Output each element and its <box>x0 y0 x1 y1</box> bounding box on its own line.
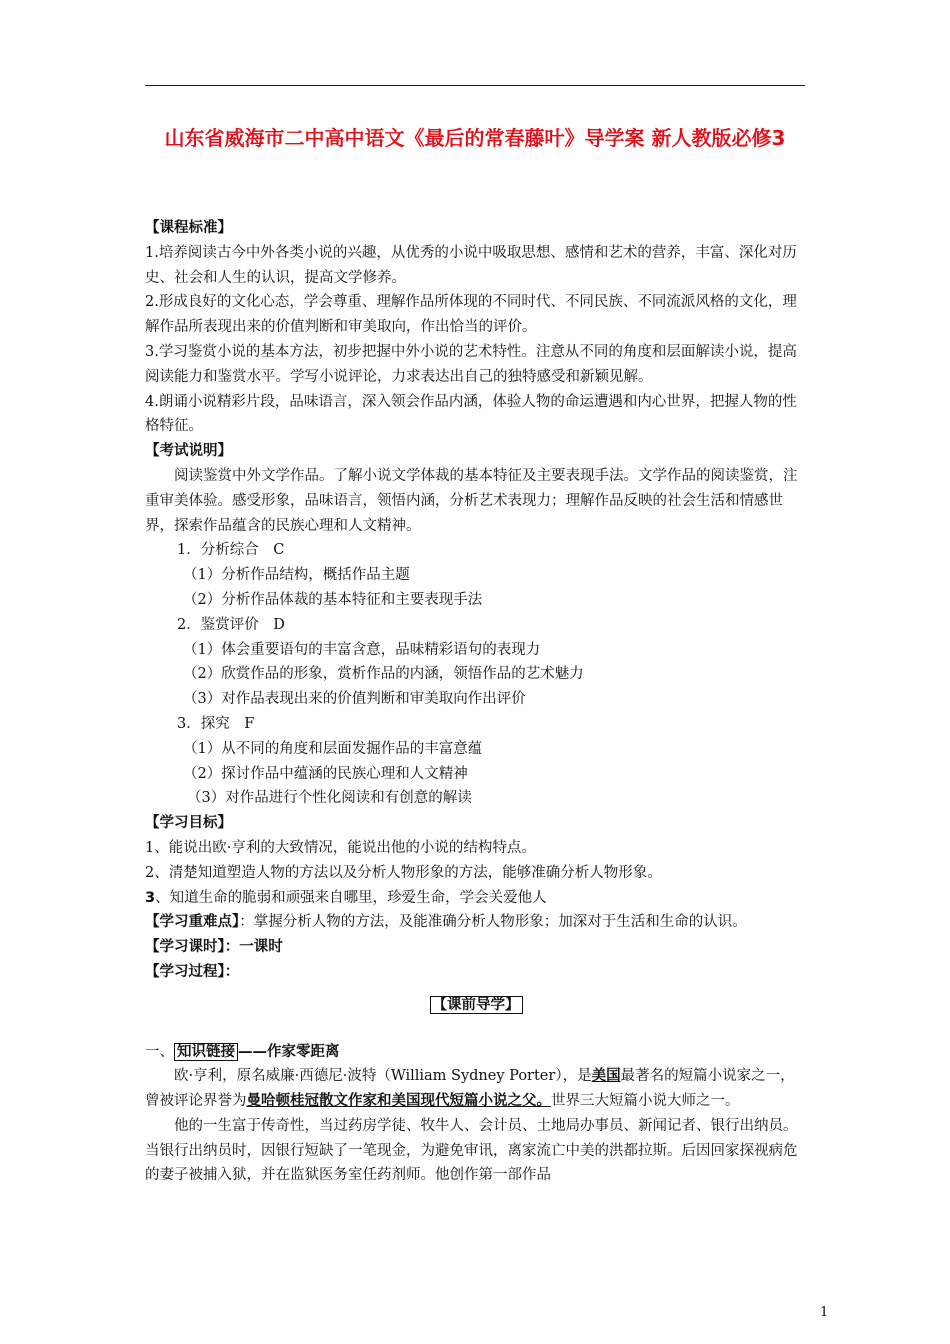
paragraph: 1.培养阅读古今中外各类小说的兴趣，从优秀的小说中吸取思想、感情和艺术的营养，丰富、深化对历史、社会和人生的认识，提高文学修养。 <box>145 244 797 286</box>
class-hours-text: ：一课时 <box>224 939 283 956</box>
heading-exam-notes: 【考试说明】 <box>145 443 232 460</box>
goal-text: 、知道生命的脆弱和顽强来自哪里，珍爱生命，学会关爱他人 <box>155 889 547 906</box>
pre-class-guide-heading <box>145 993 807 1018</box>
paragraph: 2.形成良好的文化心态，学会尊重、理解作品所体现的不同时代、不同民族、不同流派风格的文化，理解作品所表现出来的价值判断和审美取向，作出恰当的评价。 <box>145 294 797 336</box>
author-text: 欧·亨利，原名威廉·西德尼·波特（William Sydney Porter），是 <box>174 1068 592 1085</box>
paragraph: 4.朗诵小说精彩片段，品味语言，深入领会作品内涵，体验人物的命运遭遇和内心世界，把握人物的性格特征。 <box>145 393 797 435</box>
key-points-line <box>145 910 807 935</box>
highlight-usa: 美国 <box>591 1068 621 1085</box>
goal-number: 3 <box>145 889 156 906</box>
section-number: 一、 <box>145 1043 174 1060</box>
list-item: 2．鉴赏评价 D <box>177 616 285 633</box>
document-body <box>145 216 807 1188</box>
key-points-text: ：掌握分析人物的方法，及能准确分析人物形象；加深对于生活和生命的认识。 <box>239 914 747 931</box>
class-hours-line <box>145 935 807 960</box>
document-title: 山东省威海市二中高中语文《最后的常春藤叶》导学案 新人教版必修3 <box>164 126 786 150</box>
list-item: 3．探究 F <box>177 715 255 732</box>
page-number: 1 <box>820 1305 829 1320</box>
heading-class-hours: 【学习课时】 <box>145 939 225 956</box>
list-item: （1）体会重要语句的丰富含意，品味精彩语句的表现力 <box>183 641 541 658</box>
author-paragraph: 他的一生富于传奇性，当过药房学徒、牧牛人、会计员、土地局办事员、新闻记者、银行出纳员。当银行出纳员时，因银行短缺了一笔现金，为避免审讯，离家流亡中美的洪都拉斯。后因回家探视病危的妻子被捕入狱，并在监狱医务室任药剂师。他创作第一部作品 <box>145 1117 798 1184</box>
list-item: 1．分析综合 C <box>177 542 285 559</box>
list-item <box>145 886 807 911</box>
list-item: （2）探讨作品中蕴涵的民族心理和人文精神 <box>183 765 468 782</box>
knowledge-link-heading <box>145 1040 807 1065</box>
list-item: （3）对作品表现出来的价值判断和审美取向作出评价 <box>183 691 526 708</box>
author-text: 世界三大短篇小说大师之一。 <box>551 1093 740 1110</box>
list-item: （2）欣赏作品的形象，赏析作品的内涵，领悟作品的艺术魅力 <box>183 666 584 683</box>
list-item: （1）从不同的角度和层面发掘作品的丰富意蕴 <box>183 740 483 757</box>
paragraph: 阅读鉴赏中外文学作品。了解小说文学体裁的基本特征及主要表现手法。文学作品的阅读鉴赏，注重审美体验。感受形象，品味语言，领悟内涵，分析艺术表现力；理解作品反映的社会生活和情感世界，探索作品蕴含的民族心理和人文精神。 <box>145 467 798 534</box>
author-paragraph <box>145 1064 807 1114</box>
author-text: 最著名的短篇小说家之一，曾被评论界誉为 <box>145 1068 795 1110</box>
list-item: 2、清楚知道塑造人物的方法以及分析人物形象的方法，能够准确分析人物形象。 <box>145 864 662 881</box>
knowledge-link-label: 知识链接 <box>174 1043 238 1061</box>
list-item: （1）分析作品结构，概括作品主题 <box>183 567 410 584</box>
list-item: 1、能说出欧·亨利的大致情况，能说出他的小说的结构特点。 <box>145 839 536 856</box>
pre-class-guide-label: 【课前导学】 <box>430 996 523 1014</box>
highlight-title: 曼哈顿桂冠散文作家和美国现代短篇小说之父。 <box>246 1093 551 1110</box>
paragraph: 3.学习鉴赏小说的基本方法，初步把握中外小说的艺术特性。注意从不同的角度和层面解读小说，提高阅读能力和鉴赏水平。学写小说评论，力求表达出自己的独特感受和新颖见解。 <box>145 343 797 385</box>
heading-course-standard: 【课程标准】 <box>145 220 232 236</box>
list-item: （2）分析作品体裁的基本特征和主要表现手法 <box>183 591 483 608</box>
heading-learning-process: 【学习过程】： <box>145 963 240 980</box>
header-rule <box>145 85 805 86</box>
heading-key-points: 【学习重难点】 <box>145 914 240 931</box>
heading-learning-goals: 【学习目标】 <box>145 815 232 832</box>
knowledge-link-subtitle: ——作家零距离 <box>238 1043 340 1060</box>
list-item: （3）对作品进行个性化阅读和有创意的解读 <box>187 790 472 807</box>
